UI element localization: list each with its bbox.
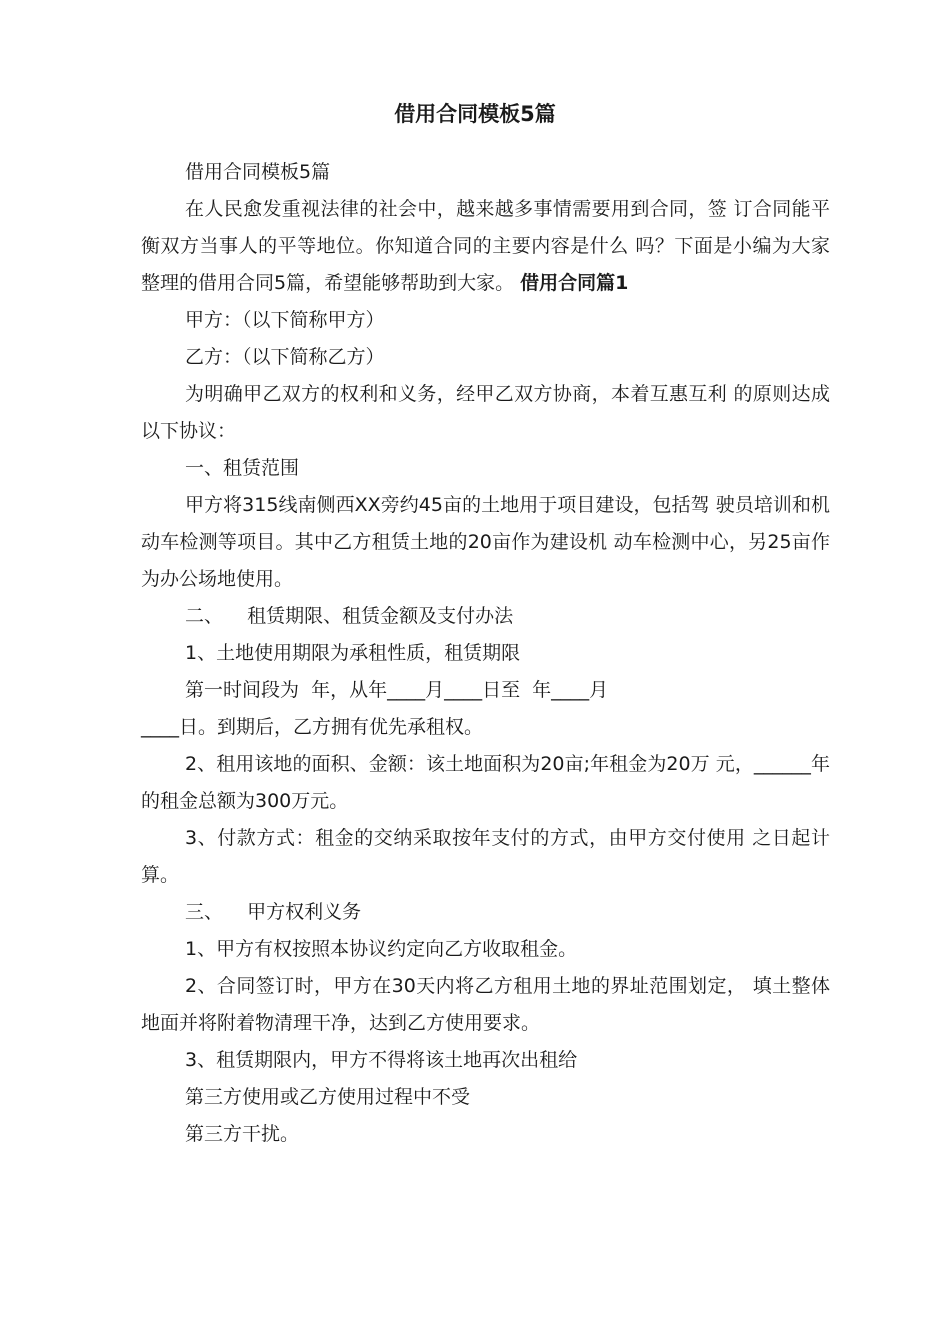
clause-2-period-line: 第一时间段为 年，从年____月____日至 年____月 [185,679,609,701]
document-body [141,154,830,1153]
intro-paragraph [141,191,830,302]
clause-2-period-continuation: ____日。到期后，乙方拥有优先承租权。 [141,716,484,738]
clause-3-item-1: 1、甲方有权按照本协议约定向乙方收取租金。 [185,938,578,960]
clause-heading-3: 三、 甲方权利义务 [185,901,362,923]
clause-2-item-2: 2、租用该地的面积、金额：该土地面积为20亩;年租金为20万 元，______年的租金总额为300万元。 [141,753,830,812]
clause-1-paragraph: 甲方将315线南侧西XX旁约45亩的土地用于项目建设，包括驾 驶员培训和机动车检测等项目。其中乙方租赁土地的20亩作为建设机 动车检测中心，另25亩作为办公场地使用。 [141,494,830,590]
clause-3-item-3-continuation-1: 第三方使用或乙方使用过程中不受 [185,1086,471,1108]
clause-3-item-2: 2、合同签订时，甲方在30天内将乙方租用土地的界址范围划定， 填土整体地面并将附着物清理干净，达到乙方使用要求。 [141,975,830,1034]
clause-3-item-3: 3、租赁期限内，甲方不得将该土地再次出租给 [185,1049,578,1071]
clause-heading-2: 二、 租赁期限、租赁金额及支付办法 [185,605,514,627]
document-title: 借用合同模板5篇 [394,102,556,126]
section-heading-1: 借用合同篇1 [520,272,629,294]
intro-text: 在人民愈发重视法律的社会中，越来越多事情需要用到合同，签 订合同能平衡双方当事人的平等地位。你知道合同的主要内容是什么 吗？下面是小编为大家整理的借用合同5篇，希望能够帮助到大家。 [141,198,830,294]
party-a-line: 甲方：（以下简称甲方） [185,309,385,331]
clause-3-item-3-continuation-2: 第三方干扰。 [185,1123,300,1145]
clause-2-item-1: 1、土地使用期限为承租性质，租赁期限 [185,642,521,664]
purpose-paragraph: 为明确甲乙双方的权利和义务，经甲乙双方协商，本着互惠互利 的原则达成以下协议： [141,383,830,442]
clause-heading-1: 一、租赁范围 [185,457,300,479]
party-b-line: 乙方：（以下简称乙方） [185,346,385,368]
subtitle-paragraph: 借用合同模板5篇 [185,161,331,183]
clause-2-item-3: 3、付款方式：租金的交纳采取按年支付的方式，由甲方交付使用 之日起计算。 [141,827,830,886]
